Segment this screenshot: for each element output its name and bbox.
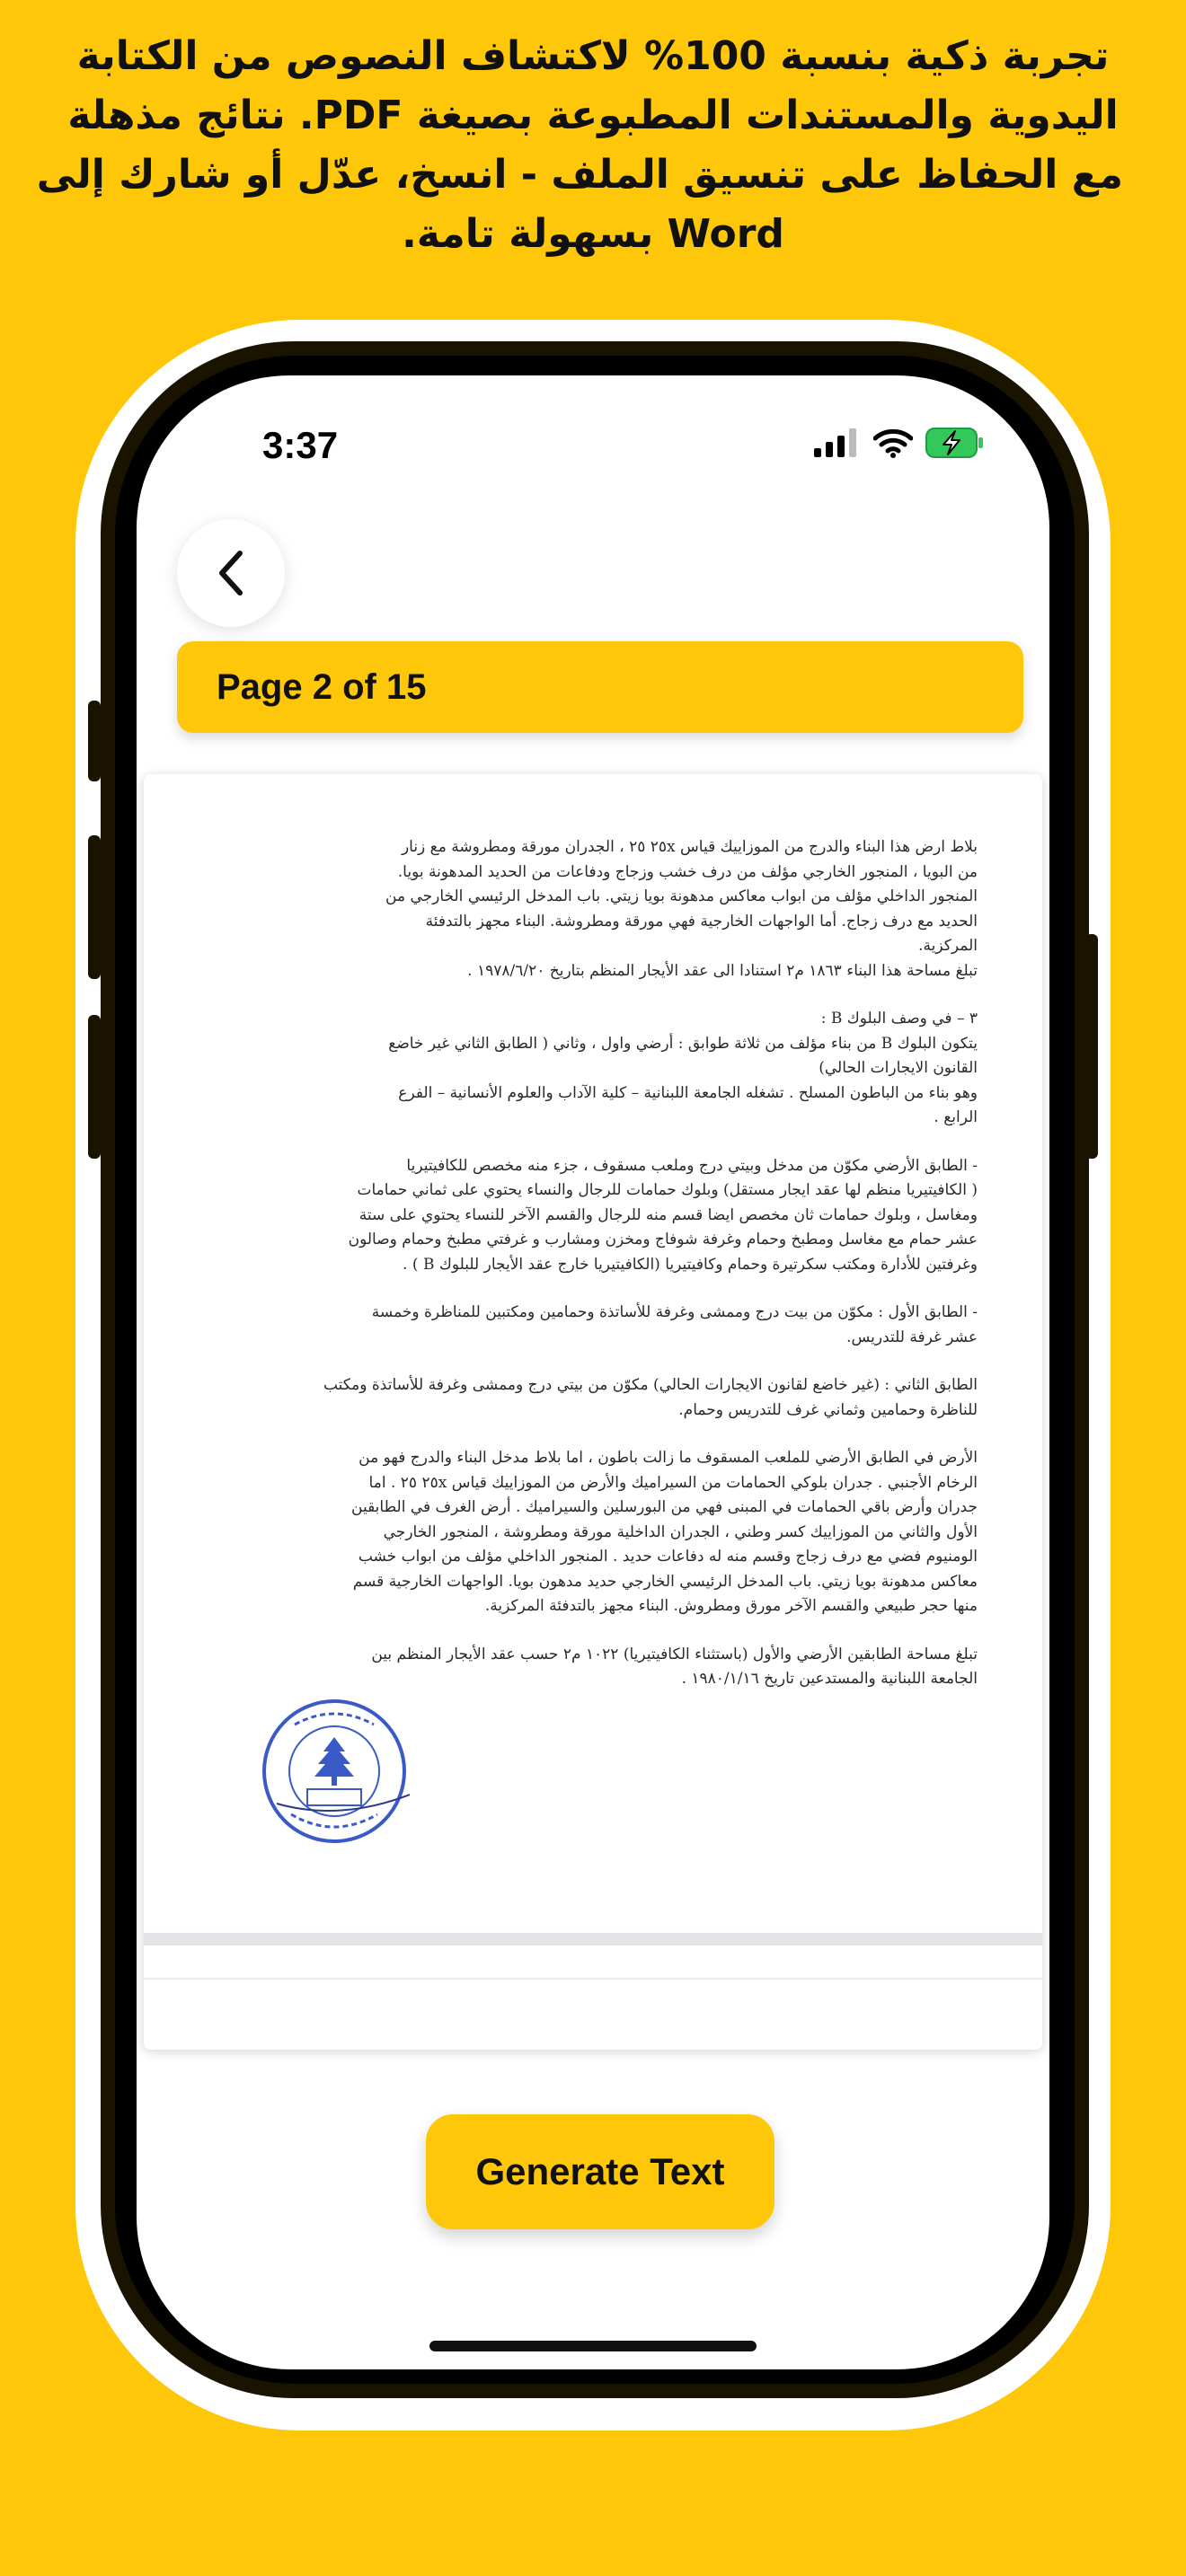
phone-volume-down-button [88, 1015, 101, 1159]
phone-volume-up-button [88, 835, 101, 979]
cellular-signal-icon [814, 428, 861, 461]
document-text [259, 835, 978, 1692]
document-paragraph: ٣ – في وصف البلوك B : يتكون البلوك B من بناء مؤلف من ثلاثة طوابق : أرضي واول ، وثاني ( الطابق الثاني غير خاضع القانون الايجارات الحالي) وهو بناء من الباطون المسلح . تشغله الجامعة اللبنانية – كلية الآداب والعلوم الأنسانية – الفرع الرابع . [388, 1010, 978, 1126]
document-preview[interactable] [144, 774, 1042, 2050]
document-paragraph: بلاط ارض هذا البناء والدرج من الموزاييك قياس ٢٥x ٢٥ ، الجدران مورقة ومطروشة مع زنار من البويا ، المنجور الخارجي مؤلف من درف خشب وزجاج ودفاعات من الحديد المدهونة بويا. المنجور الداخلي مؤلف من ابواب معاكس مدهونة بويا زيتي. باب المدخل الرئيسي الخارجي من الحديد مع درف زجاج. أما الواجهات الخارجية فهي مورقة ومطروشة. البناء مجهز بالتدفئة المركزية. تبلغ مساحة هذا البناء ١٨٦٣ م٢ استنادا الى عقد الأيجار المنظم بتاريخ ١٩٧٨/٦/٢٠ . [385, 838, 978, 980]
headline-line: مع الحفاظ على تنسيق الملف - انسخ، عدّل أو شارك إلى [36, 152, 1123, 198]
document-paragraph: - الطابق الأول : مكوّن من بيت درج وممشى وغرفة للأساتذة وحمامين ومكتبين للمناظرة وخمسة عشر غرفة للتدريس. [371, 1303, 978, 1346]
home-indicator[interactable] [429, 2341, 757, 2351]
headline-line: Word بسهولة تامة. [402, 211, 784, 257]
wifi-icon [873, 428, 913, 462]
status-time: 3:37 [262, 424, 339, 466]
document-paragraph: الطابق الثاني : (غير خاضع لقانون الايجارات الحالي) مكوّن من بيتي درج وممشى وغرفة للأساتذة ومكتب للناظرة وحمامين وثماني غرف للتدريس وحمام. [323, 1376, 978, 1419]
phone-power-button [1085, 934, 1098, 1159]
page-indicator [177, 641, 1023, 733]
back-button[interactable] [177, 519, 285, 627]
chevron-left-icon [216, 549, 246, 597]
document-paragraph: تبلغ مساحة الطابقين الأرضي والأول (باستثناء الكافيتيريا) ١٠٢٢ م٢ حسب عقد الأيجار المنظم بين الجامعة اللبنانية والمستدعين تاريخ ١٩٨٠/١/١٦ . [371, 1645, 978, 1688]
headline-line: اليدوية والمستندات المطبوعة بصيغة PDF. نتائج مذهلة [67, 93, 1119, 138]
app-screen [137, 375, 1049, 2369]
phone-action-button [88, 701, 101, 781]
page-edge [144, 1933, 1042, 1945]
battery-charging-icon [925, 428, 985, 462]
page-indicator-label: Page 2 of 15 [217, 666, 427, 707]
document-paragraph: الأرض في الطابق الأرضي للملعب المسقوف ما زالت باطون ، اما بلاط مدخل البناء والدرج فهو من الرخام الأجنبي . جدران بلوكي الحمامات من السيراميك والأرض من الموزاييك قياس ٢٥x ٢٥ . اما جدران وأرض باقي الحمامات في المبنى فهي من البورسلين والسيراميك . أرض الغرف في الطابقين الأول والثاني من الموزاييك كسر وطني ، الجدران الداخلية مورقة ومطروشة ، المنجور الخارجي الومنيوم فضي مع درف زجاج وقسم منه له دفاعات حديد . المنجور الداخلي مؤلف من ابواب خشب معاكس مدهونة بويا زيتي. باب المدخل الرئيسي الخارجي حديد مدهون بويا. الواجهات الخارجية قسم منها حجر طبيعي والقسم الآخر مورق ومطروش. البناء مجهز بالتدفئة المركزية. [351, 1449, 978, 1615]
marketing-headline [36, 27, 1123, 264]
lebanese-cedar-icon [314, 1737, 354, 1786]
headline-line: تجربة ذكية بنسبة 100% لاكتشاف النصوص من الكتابة [76, 33, 1110, 79]
page-divider [144, 1978, 1042, 1980]
generate-text-button[interactable]: Generate Text [426, 2114, 774, 2229]
document-paragraph: - الطابق الأرضي مكوّن من مدخل وبيتي درج وملعب مسقوف ، جزء منه مخصص للكافيتيريا ( الكافيتيريا منظم لها عقد ايجار مستقل) وبلوك حمامات للرجال والنساء يحتوي على ثماني حمامات ومغاسل ، وبلوك حمامات ثان مخصص ايضا قسم منه للرجال والقسم الآخر للنساء يحتوي على ستة عشر حمام مع مغاسل ومطبخ وحمام وغرفة شوفاج ومخزن ومشارب و غرفتي مطبخ وحمام وصالون وغرفتين للأدارة ومكتب سكرتيرة وحمام وكافيتيريا (الكافيتيريا خارج عقد الأيجار للبلوك B ) . [348, 1156, 978, 1274]
official-stamp [259, 1696, 410, 1847]
status-icons [814, 428, 985, 462]
